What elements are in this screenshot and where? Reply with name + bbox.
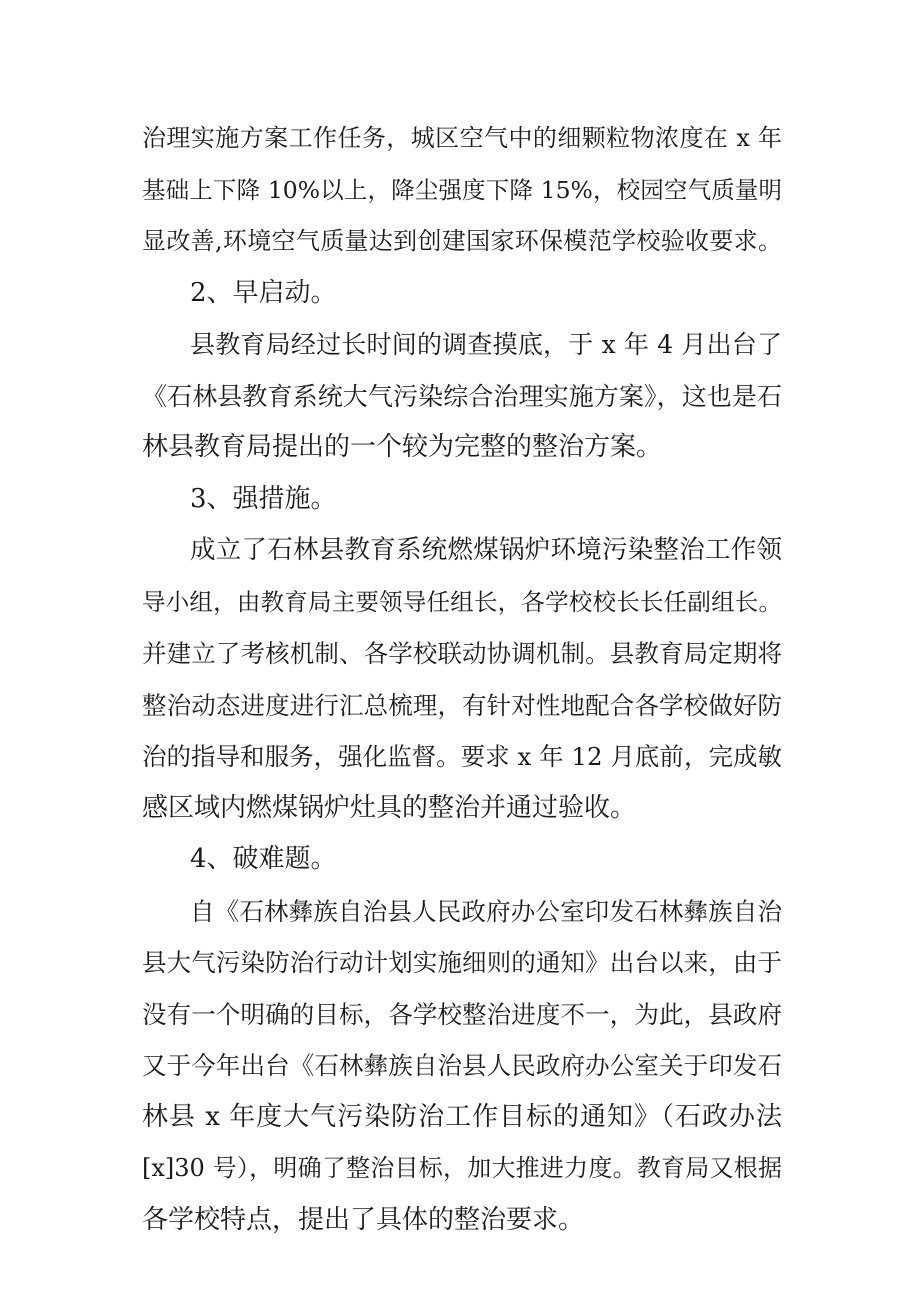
paragraph-line: 林县教育局提出的一个较为完整的整治方案。 [142,432,663,462]
paragraph-line: 整治动态进度进行汇总梳理，有针对性地配合各学校做好防 [142,690,782,720]
paragraph-line: [x]30 号），明确了整治目标，加大推进力度。教育局又根据 [142,1154,782,1182]
section-heading: 4、破难题。 [190,844,337,874]
paragraph-line: 林县 x 年度大气污染防治工作目标的通知》（石政办法 [142,1101,782,1132]
paragraph-line: 自《石林彝族自治县人民政府办公室印发石林彝族自治 [190,896,782,926]
paragraph-line: 没有一个明确的目标，各学校整治进度不一，为此，县政府 [142,999,782,1029]
paragraph-line: 显改善,环境空气质量达到创建国家环保模范学校验收要求。 [142,227,782,255]
paragraph-line: 各学校特点，提出了具体的整治要求。 [142,1204,585,1235]
paragraph-line: 导小组，由教育局主要领导任组长，各学校校长长任副组长。 [142,587,782,616]
paragraph-line: 并建立了考核机制、各学校联动协调机制。县教育局定期将 [142,639,782,668]
paragraph-line: 又于今年出台《石林彝族自治县人民政府办公室关于印发石 [142,1051,782,1080]
paragraph-line: 感区域内燃煤锅炉灶具的整治并通过验收。 [142,792,637,823]
paragraph-line: 治理实施方案工作任务，城区空气中的细颗粒物浓度在 x 年 [142,124,782,152]
paragraph-line: 基础上下降 10%以上，降尘强度下降 15%，校园空气质量明 [142,175,782,204]
paragraph-line: 县教育局经过长时间的调查摸底，于 x 年 4 月出台了 [190,330,782,359]
section-heading: 2、早启动。 [190,277,337,308]
paragraph-line: 治的指导和服务，强化监督。要求 x 年 12 月底前，完成敏 [142,742,782,771]
section-heading: 3、强措施。 [190,483,337,514]
paragraph-line: 《石林县教育系统大气污染综合治理实施方案》，这也是石 [142,381,782,411]
paragraph-line: 县大气污染防治行动计划实施细则的通知》出台以来，由于 [142,948,782,977]
document-body [142,113,782,1246]
paragraph-line: 成立了石林县教育系统燃煤锅炉环境污染整治工作领 [190,535,782,565]
